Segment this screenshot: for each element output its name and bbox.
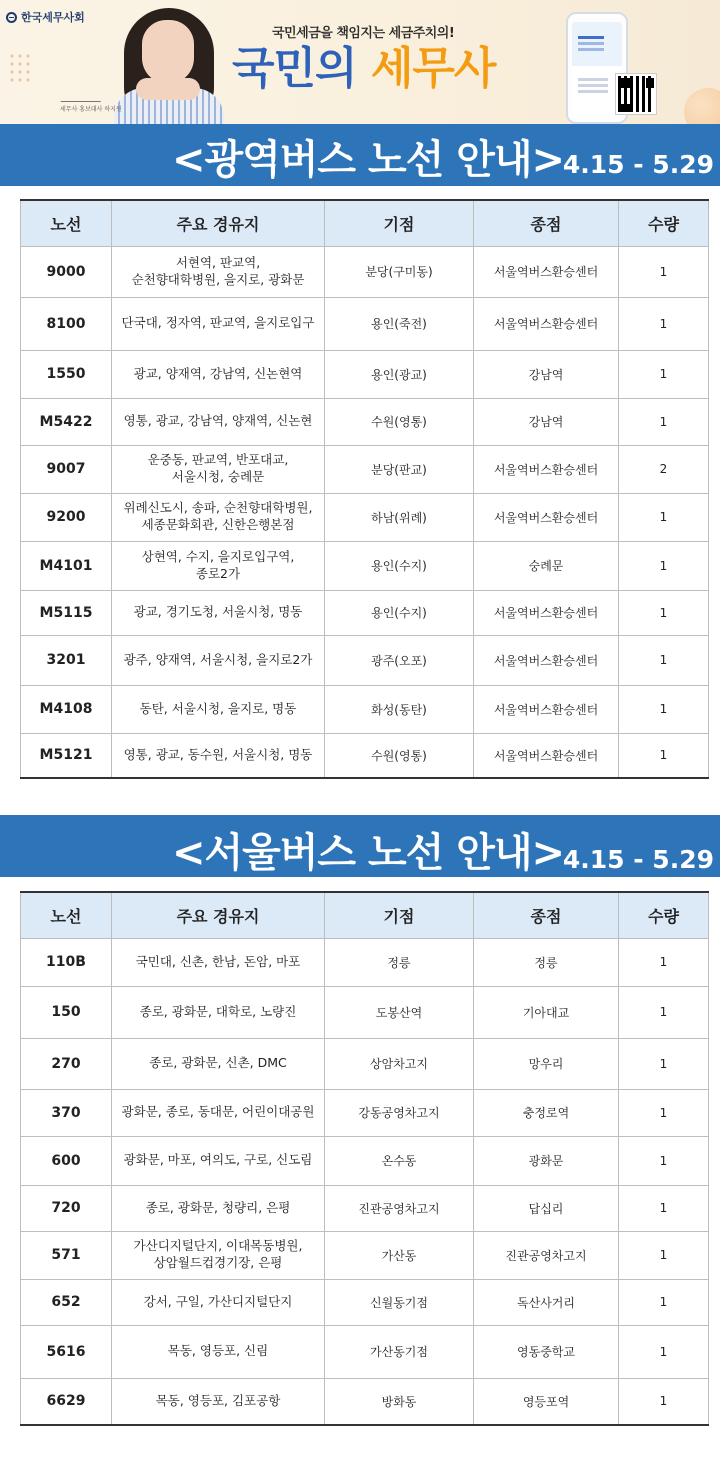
route-via-line: 운중동, 판교역, 반포대교,: [147, 452, 289, 468]
route-via-line: 종로, 광화문, 청량리, 은평: [145, 1199, 291, 1215]
route-start: 화성(동탄): [325, 685, 474, 733]
route-start: 방화동: [325, 1378, 474, 1425]
route-via: [112, 297, 325, 350]
banner-tagline: 국민세금을 책임지는 세금주치의!: [272, 26, 455, 41]
route-start: 정릉: [325, 938, 474, 986]
gwangyeok-section-header: [0, 124, 720, 186]
route-via: [112, 350, 325, 398]
route-via-line: 국민대, 신촌, 한남, 돈암, 마포: [135, 953, 301, 969]
table-row: [21, 1378, 709, 1425]
route-start: 도봉산역: [325, 986, 474, 1038]
route-via-line: 종로2가: [195, 565, 241, 581]
route-end: 광화문: [474, 1136, 619, 1185]
route-number: M4101: [21, 541, 112, 590]
route-start: 진관공영차고지: [325, 1185, 474, 1231]
gwangyeok-period: 4.15 - 5.29: [562, 150, 714, 179]
table-row: [21, 1185, 709, 1231]
route-number: M5115: [21, 590, 112, 635]
route-count: 1: [619, 1136, 709, 1185]
route-start: 용인(수지): [325, 590, 474, 635]
route-via-line: 광주, 양재역, 서울시청, 을지로2가: [123, 651, 313, 667]
org-logo-icon: [6, 12, 17, 23]
route-via-line: 강서, 구일, 가산디지털단지: [143, 1293, 293, 1309]
route-via: [112, 986, 325, 1038]
header-end: 종점: [474, 892, 619, 938]
table-row: [21, 635, 709, 685]
route-end: 강남역: [474, 398, 619, 445]
route-count: 1: [619, 986, 709, 1038]
route-end: 서울역버스환승센터: [474, 733, 619, 778]
header-start: 기점: [325, 200, 474, 246]
route-end: 독산사거리: [474, 1279, 619, 1325]
route-number: 270: [21, 1038, 112, 1089]
route-count: 1: [619, 493, 709, 541]
table-row: [21, 1279, 709, 1325]
route-start: 가산동: [325, 1231, 474, 1279]
route-start: 신월동기점: [325, 1279, 474, 1325]
route-number: 9007: [21, 445, 112, 493]
route-start: 분당(판교): [325, 445, 474, 493]
route-count: 1: [619, 590, 709, 635]
route-via: [112, 1279, 325, 1325]
route-count: 2: [619, 445, 709, 493]
route-via-line: 위례신도시, 송파, 순천향대학병원,: [123, 500, 313, 516]
header-via: 주요 경유지: [112, 892, 325, 938]
table-row: [21, 398, 709, 445]
table-row: [21, 1089, 709, 1136]
route-via-line: 세종문화회관, 신한은행본점: [141, 517, 295, 532]
table-row: [21, 1136, 709, 1185]
route-via: [112, 1136, 325, 1185]
route-via: [112, 246, 325, 297]
table-row: [21, 246, 709, 297]
route-start: 가산동기점: [325, 1325, 474, 1378]
route-end: 기아대교: [474, 986, 619, 1038]
route-via: [112, 590, 325, 635]
route-via: [112, 635, 325, 685]
route-via: [112, 1089, 325, 1136]
qr-code-icon[interactable]: [616, 74, 656, 114]
route-via: [112, 1325, 325, 1378]
table-row: [21, 986, 709, 1038]
signature-scribble: [61, 94, 104, 102]
route-start: 용인(수지): [325, 541, 474, 590]
route-via: [112, 541, 325, 590]
seoul-title: <서울버스 노선 안내>: [172, 830, 565, 876]
headline-part1: 국민의: [232, 43, 357, 94]
route-end: 서울역버스환승센터: [474, 635, 619, 685]
route-number: 9000: [21, 246, 112, 297]
route-count: 1: [619, 1231, 709, 1279]
route-count: 1: [619, 1185, 709, 1231]
route-via-line: 광교, 경기도청, 서울시청, 명동: [133, 604, 303, 620]
route-number: 600: [21, 1136, 112, 1185]
route-end: 서울역버스환승센터: [474, 297, 619, 350]
decorative-dots: [8, 52, 32, 82]
route-start: 상암차고지: [325, 1038, 474, 1089]
route-start: 수원(영통): [325, 733, 474, 778]
route-via: [112, 445, 325, 493]
route-via-line: 단국대, 정자역, 판교역, 을지로입구: [121, 315, 315, 331]
route-end: 충정로역: [474, 1089, 619, 1136]
route-via-line: 목동, 영등포, 신림: [167, 1343, 269, 1359]
table-row: [21, 541, 709, 590]
route-end: 숭례문: [474, 541, 619, 590]
header-count: 수량: [619, 200, 709, 246]
route-via: [112, 1185, 325, 1231]
header-start: 기점: [325, 892, 474, 938]
table-row: [21, 938, 709, 986]
route-end: 정릉: [474, 938, 619, 986]
route-count: 1: [619, 685, 709, 733]
route-end: 서울역버스환승센터: [474, 685, 619, 733]
gwangyeok-route-table: [20, 199, 709, 779]
decorative-circle: [684, 88, 720, 124]
table-row: [21, 1325, 709, 1378]
route-number: 1550: [21, 350, 112, 398]
route-via-line: 광교, 양재역, 강남역, 신논현역: [133, 365, 303, 381]
route-start: 수원(영통): [325, 398, 474, 445]
route-start: 광주(오포): [325, 635, 474, 685]
route-count: 1: [619, 635, 709, 685]
gwangyeok-table-body: [21, 246, 709, 778]
table-row: [21, 590, 709, 635]
route-start: 강동공영차고지: [325, 1089, 474, 1136]
route-count: 1: [619, 1325, 709, 1378]
route-number: 571: [21, 1231, 112, 1279]
table-row: [21, 1231, 709, 1279]
route-end: 영등포역: [474, 1378, 619, 1425]
table-row: [21, 1038, 709, 1089]
route-via-line: 동탄, 서울시청, 을지로, 명동: [139, 700, 297, 716]
route-via-line: 영통, 광교, 강남역, 양재역, 신논현: [123, 413, 313, 429]
table-row: [21, 733, 709, 778]
route-start: 하남(위례): [325, 493, 474, 541]
route-count: 1: [619, 297, 709, 350]
route-via: [112, 685, 325, 733]
header-route: 노선: [21, 200, 112, 246]
route-via: [112, 1378, 325, 1425]
seoul-section-header: [0, 815, 720, 877]
promo-banner: [0, 0, 720, 124]
route-end: 영동중학교: [474, 1325, 619, 1378]
route-via-line: 상암월드컵경기장, 은평: [153, 1255, 283, 1270]
org-logo: [6, 9, 85, 25]
route-number: 720: [21, 1185, 112, 1231]
route-end: 진관공영차고지: [474, 1231, 619, 1279]
route-count: 1: [619, 1038, 709, 1089]
route-end: 망우리: [474, 1038, 619, 1089]
route-end: 서울역버스환승센터: [474, 246, 619, 297]
route-via: [112, 733, 325, 778]
route-count: 1: [619, 1089, 709, 1136]
route-via: [112, 1038, 325, 1089]
route-via-line: 광화문, 종로, 동대문, 어린이대공원: [121, 1104, 315, 1120]
seoul-route-table: [20, 891, 709, 1426]
table-row: [21, 685, 709, 733]
header-via: 주요 경유지: [112, 200, 325, 246]
route-end: 서울역버스환승센터: [474, 590, 619, 635]
route-via-line: 영통, 광교, 동수원, 서울시청, 명동: [123, 746, 313, 762]
seoul-table-body: [21, 938, 709, 1425]
route-number: 8100: [21, 297, 112, 350]
route-count: 1: [619, 1378, 709, 1425]
route-number: 9200: [21, 493, 112, 541]
route-end: 서울역버스환승센터: [474, 493, 619, 541]
table-header-row: [21, 200, 709, 246]
route-count: 1: [619, 1279, 709, 1325]
route-via-line: 상현역, 수지, 을지로입구역,: [141, 548, 295, 564]
route-via: [112, 493, 325, 541]
route-number: 370: [21, 1089, 112, 1136]
table-row: [21, 445, 709, 493]
header-end: 종점: [474, 200, 619, 246]
route-count: 1: [619, 733, 709, 778]
route-end: 답십리: [474, 1185, 619, 1231]
route-number: 3201: [21, 635, 112, 685]
route-end: 서울역버스환승센터: [474, 445, 619, 493]
route-via-line: 순천향대학병원, 을지로, 광화문: [131, 271, 305, 287]
route-end: 강남역: [474, 350, 619, 398]
route-number: M5121: [21, 733, 112, 778]
route-via: [112, 1231, 325, 1279]
route-number: M4108: [21, 685, 112, 733]
route-via-line: 가산디지털단지, 이대목동병원,: [133, 1238, 303, 1254]
route-via-line: 종로, 광화문, 대학로, 노량진: [139, 1003, 297, 1019]
header-count: 수량: [619, 892, 709, 938]
route-number: 6629: [21, 1378, 112, 1425]
seoul-period: 4.15 - 5.29: [562, 845, 714, 874]
table-row: [21, 350, 709, 398]
route-start: 분당(구미동): [325, 246, 474, 297]
ambassador-photo: [110, 6, 228, 124]
route-count: 1: [619, 938, 709, 986]
route-via-line: 광화문, 마포, 여의도, 구로, 신도림: [123, 1152, 313, 1168]
route-start: 용인(광교): [325, 350, 474, 398]
route-count: 1: [619, 246, 709, 297]
route-count: 1: [619, 541, 709, 590]
table-row: [21, 493, 709, 541]
route-number: 110B: [21, 938, 112, 986]
route-start: 온수동: [325, 1136, 474, 1185]
banner-headline: [232, 44, 495, 95]
route-number: 5616: [21, 1325, 112, 1378]
route-via: [112, 938, 325, 986]
route-number: 150: [21, 986, 112, 1038]
org-name: 한국세무사회: [21, 11, 85, 24]
gwangyeok-title: <광역버스 노선 안내>: [172, 137, 565, 183]
ambassador-caption: 세무사 홍보대사 하지원: [60, 106, 122, 113]
route-via-line: 서울시청, 숭례문: [171, 469, 265, 484]
route-number: M5422: [21, 398, 112, 445]
table-row: [21, 297, 709, 350]
route-count: 1: [619, 398, 709, 445]
route-via: [112, 398, 325, 445]
headline-part2: 세무사: [370, 43, 496, 94]
route-number: 652: [21, 1279, 112, 1325]
route-count: 1: [619, 350, 709, 398]
route-via-line: 목동, 영등포, 김포공항: [155, 1392, 281, 1408]
header-route: 노선: [21, 892, 112, 938]
route-via-line: 종로, 광화문, 신촌, DMC: [149, 1055, 287, 1071]
route-start: 용인(죽전): [325, 297, 474, 350]
table-header-row: [21, 892, 709, 938]
route-via-line: 서현역, 판교역,: [175, 254, 261, 270]
